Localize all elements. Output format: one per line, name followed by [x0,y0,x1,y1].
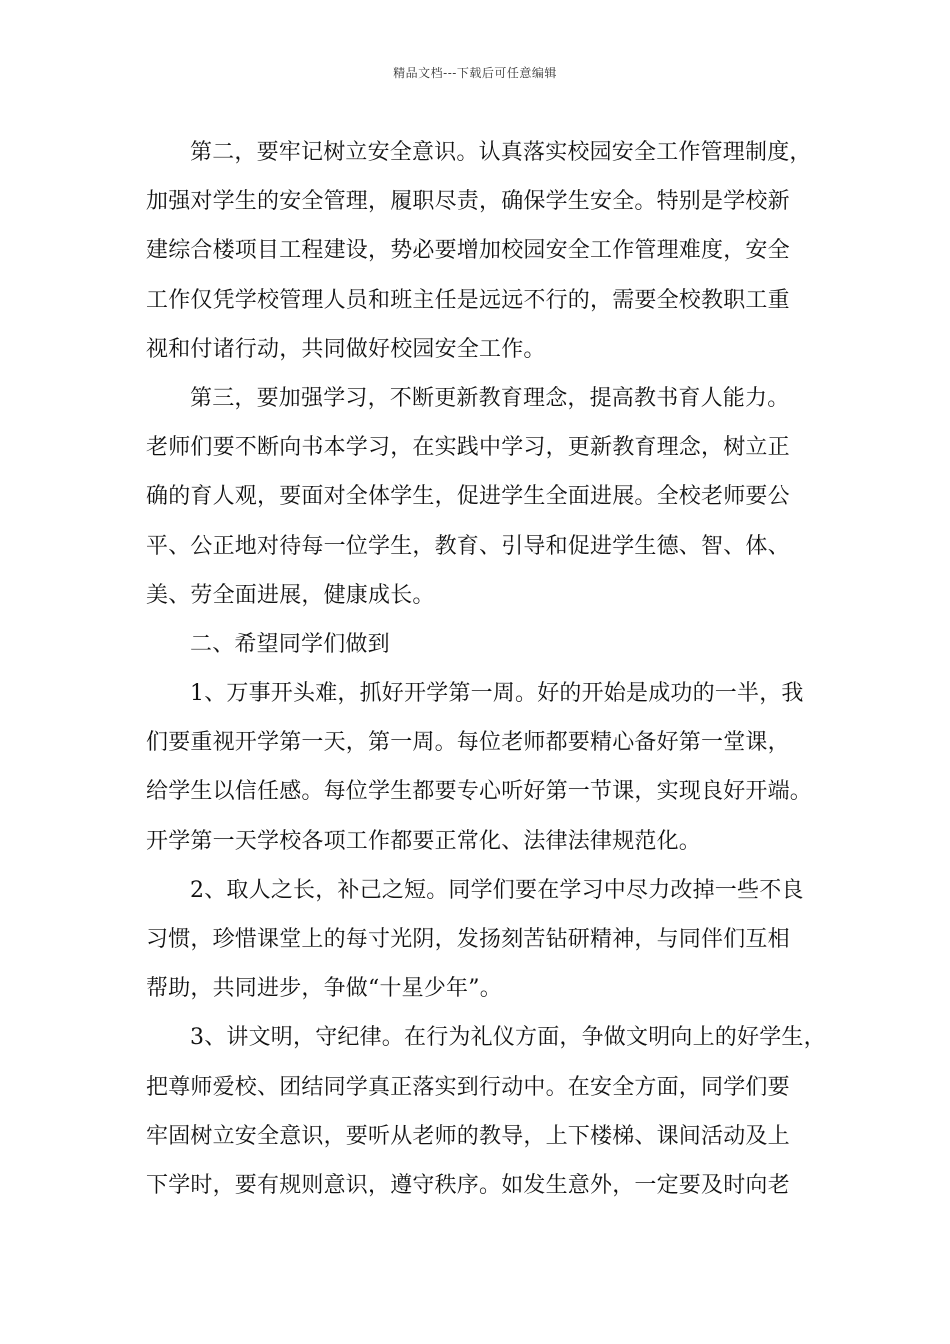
text-line: 牢固树立安全意识，要听从老师的教导，上下楼梯、课间活动及上 [146,1123,790,1149]
page-header: 精品文档---下载后可任意编辑 [393,66,557,80]
section-heading: 二、希望同学们做到 [190,631,390,657]
text-line: 1、万事开头难，抓好开学第一周。好的开始是成功的一半，我 [190,681,804,707]
document-body [146,128,836,1210]
text-line: 帮助，共同进步，争做“十星少年”。 [146,976,502,1002]
text-line: 3、讲文明，守纪律。在行为礼仪方面，争做文明向上的好学生， [190,1025,826,1051]
text-line: 们要重视开学第一天，第一周。每位老师都要精心备好第一堂课， [146,730,790,756]
text-line: 习惯，珍惜课堂上的每寸光阴，发扬刻苦钻研精神，与同伴们互相 [146,927,790,952]
text-line: 第二，要牢记树立安全意识。认真落实校园安全工作管理制度， [190,140,812,165]
text-line: 把尊师爱校、团结同学真正落实到行动中。在安全方面，同学们要 [146,1074,790,1100]
text-line: 老师们要不断向书本学习，在实践中学习，更新教育理念，树立正 [146,435,790,461]
text-line: 工作仅凭学校管理人员和班主任是远远不行的，需要全校教职工重 [146,287,790,313]
text-line: 开学第一天学校各项工作都要正常化、法律法律规范化。 [146,828,702,854]
text-line: 给学生以信任感。每位学生都要专心听好第一节课，实现良好开端。 [146,779,813,805]
text-line: 美、劳全面进展，健康成长。 [146,582,435,608]
text-line: 加强对学生的安全管理，履职尽责，确保学生安全。特别是学校新 [146,189,790,215]
text-line: 视和付诸行动，共同做好校园安全工作。 [146,336,546,362]
text-line: 2、取人之长，补己之短。同学们要在学习中尽力改掉一些不良 [190,877,804,903]
text-line: 第三，要加强学习，不断更新教育理念，提高教书育人能力。 [190,385,790,411]
text-line: 下学时，要有规则意识，遵守秩序。如发生意外，一定要及时向老 [146,1172,790,1198]
text-line: 平、公正地对待每一位学生，教育、引导和促进学生德、智、体、 [146,533,790,559]
text-line: 建综合楼项目工程建设，势必要增加校园安全工作管理难度，安全 [146,238,790,264]
text-line: 确的育人观，要面对全体学生，促进学生全面进展。全校老师要公 [146,484,790,510]
